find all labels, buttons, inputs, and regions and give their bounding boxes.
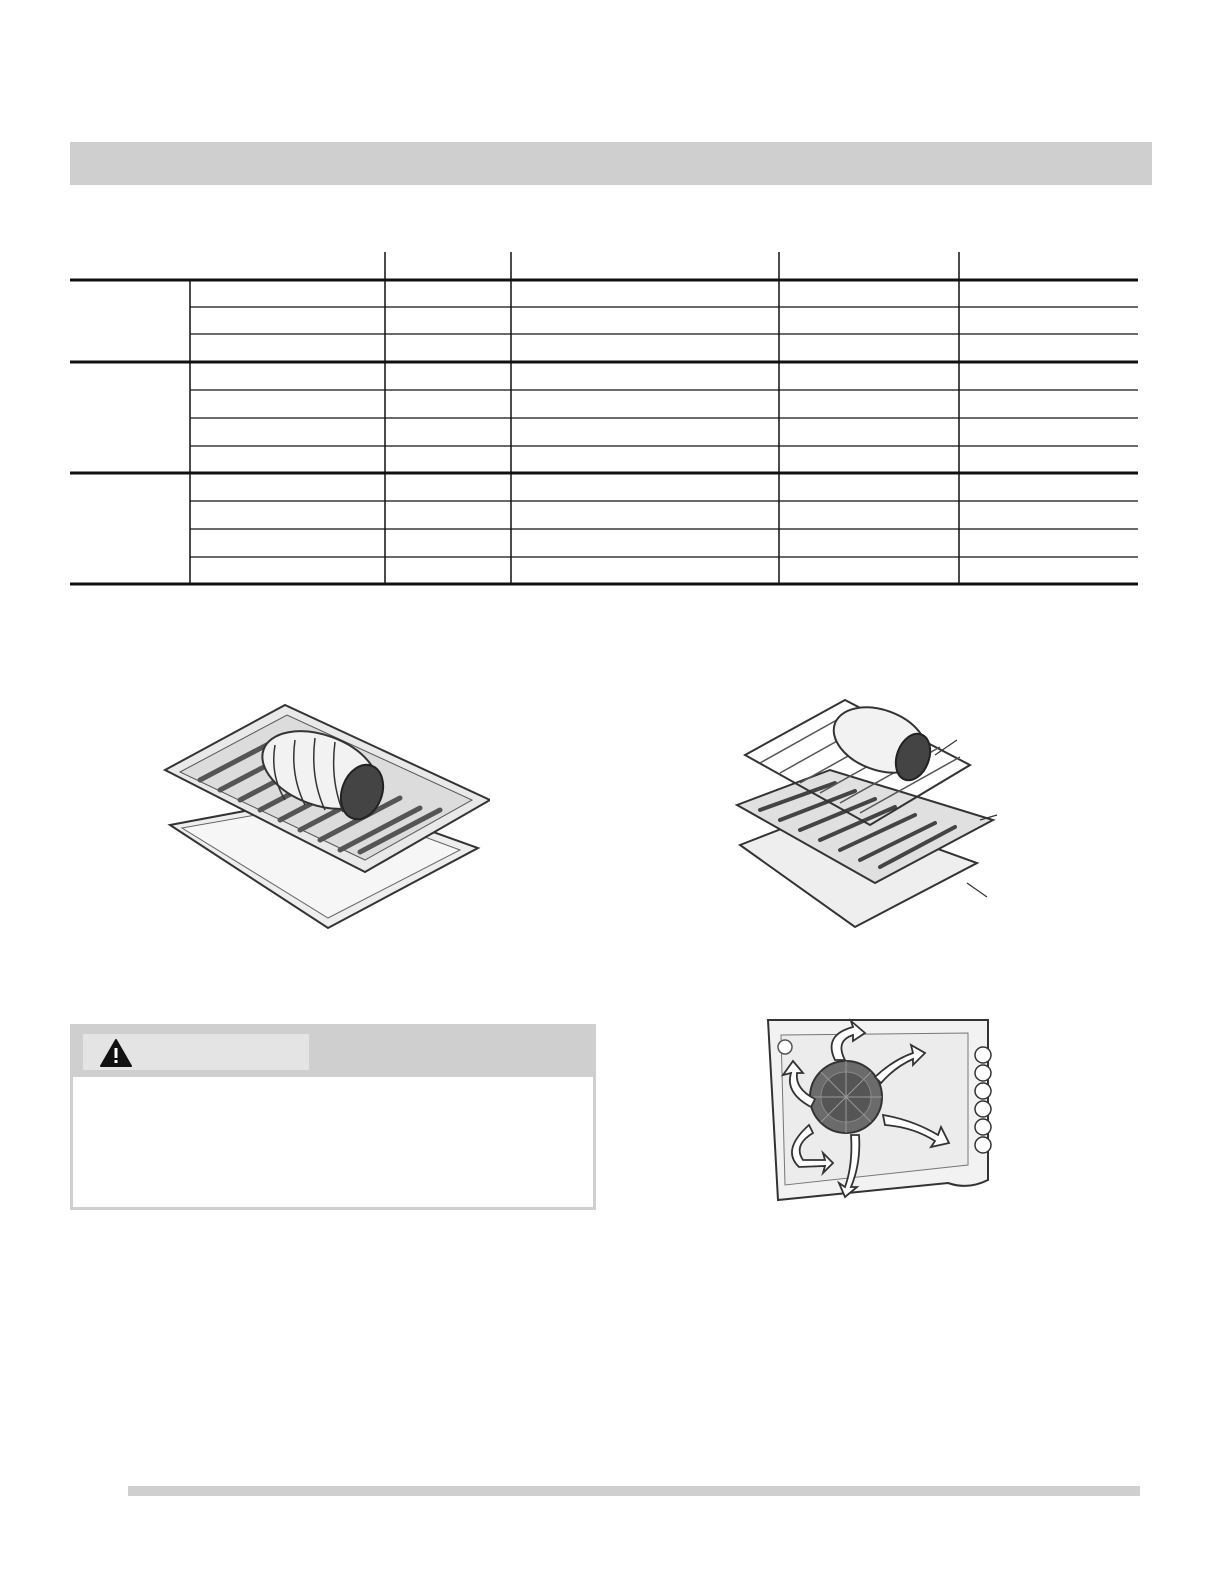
footer-bar bbox=[128, 1486, 1140, 1496]
roasting-rack-on-broiler-pan-icon bbox=[735, 695, 1020, 935]
warning-header bbox=[73, 1027, 593, 1077]
warning-triangle-icon bbox=[99, 1038, 133, 1068]
warning-label bbox=[83, 1034, 309, 1070]
cooking-table bbox=[70, 0, 1150, 600]
warning-box bbox=[70, 1024, 596, 1210]
broiler-pan-with-roast-icon bbox=[160, 700, 490, 940]
convection-airflow-illustration bbox=[763, 1015, 1003, 1210]
broiler-pan-illustration bbox=[160, 700, 490, 945]
roasting-rack-illustration bbox=[735, 695, 1020, 940]
convection-oven-airflow-icon bbox=[763, 1015, 1003, 1205]
cooking-table-grid bbox=[70, 0, 1150, 600]
